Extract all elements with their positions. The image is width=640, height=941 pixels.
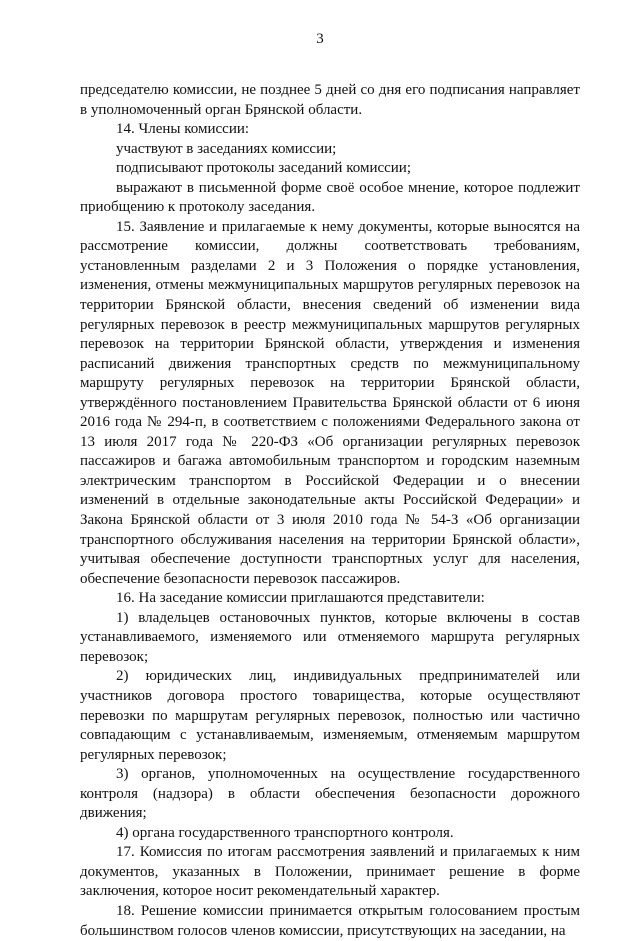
paragraph-14-heading: 14. Члены комиссии: [116, 121, 250, 138]
paragraph-16-item-2: 2) юридических лиц, индивидуальных предпринимателей или участников договора простого товарищества, которые осуществляют перевозки по маршрутам регулярных перевозок, полностью или частично совпадающим с устанавливаемым, изменяемым, отменяемым маршрутом регулярных перевозок; [80, 668, 580, 763]
paragraph-16-item-4: 4) органа государственного транспортного контроля. [116, 824, 454, 841]
paragraph-18: 18. Решение комиссии принимается открытым голосованием простым большинством голосов членов комиссии, присутствующих на заседании, на [80, 902, 580, 939]
paragraph-14-item-3: выражают в письменной форме своё особое мнение, которое подлежит приобщению к протоколу заседания. [80, 179, 580, 216]
paragraph-14-item-1: участвуют в заседаниях комиссии; [116, 140, 337, 157]
paragraph-16-heading: 16. На заседание комиссии приглашаются представители: [116, 590, 485, 607]
paragraph-14-item-2: подписывают протоколы заседаний комиссии; [116, 160, 412, 177]
paragraph-continuation: председателю комиссии, не позднее 5 дней со дня его подписания направляет в уполномоченный орган Брянской области. [80, 82, 580, 118]
page-number: 3 [316, 31, 324, 47]
paragraph-16-item-3: 3) органов, уполномоченных на осуществление государственного контроля (надзора) в области обеспечения безопасности дорожного движения; [80, 766, 580, 822]
paragraph-15: 15. Заявление и прилагаемые к нему документы, которые выносятся на рассмотрение комиссии, должны соответствовать требованиям, установленным разделами 2 и 3 Положения о порядке установления, изменения, отмены межмуниципальных маршрутов регулярных перевозок на территории Брянской области, внесения сведений об изменении вида регулярных перевозок в реестр межмуниципальных маршрутов регулярных перевозок на территории Брянской области, утверждения и изменения расписаний движения транспортных средств по межмуниципальному маршруту регулярных перевозок на территории Брянской области, утверждённого постановлением Правительства Брянской области от 6 июня 2016 года № 294-п, в соответствием с положениями Федерального закона от 13 июля 2017 года № 220-ФЗ «Об организации регулярных перевозок пассажиров и багажа автомобильным транспортом и городским наземным электрическим транспортом в Российской Федерации и о внесении изменений в отдельные законодательные акты Российской Федерации» и Закона Брянской области от 3 июля 2010 года № 54-З «Об организации транспортного обслуживания населения на территории Брянской области», учитывая обеспечение доступности транспортных услуг для населения, обеспечение безопасности перевозок пассажиров. [80, 218, 580, 587]
paragraph-16-item-1: 1) владельцев остановочных пунктов, которые включены в состав устанавливаемого, изменяемого или отменяемого маршрута регулярных перевозок; [80, 609, 580, 665]
document-body [80, 81, 580, 941]
paragraph-17: 17. Комиссия по итогам рассмотрения заявлений и прилагаемых к ним документов, указанных в Положении, принимает решение в форме заключения, которое носит рекомендательный характер. [80, 844, 580, 900]
